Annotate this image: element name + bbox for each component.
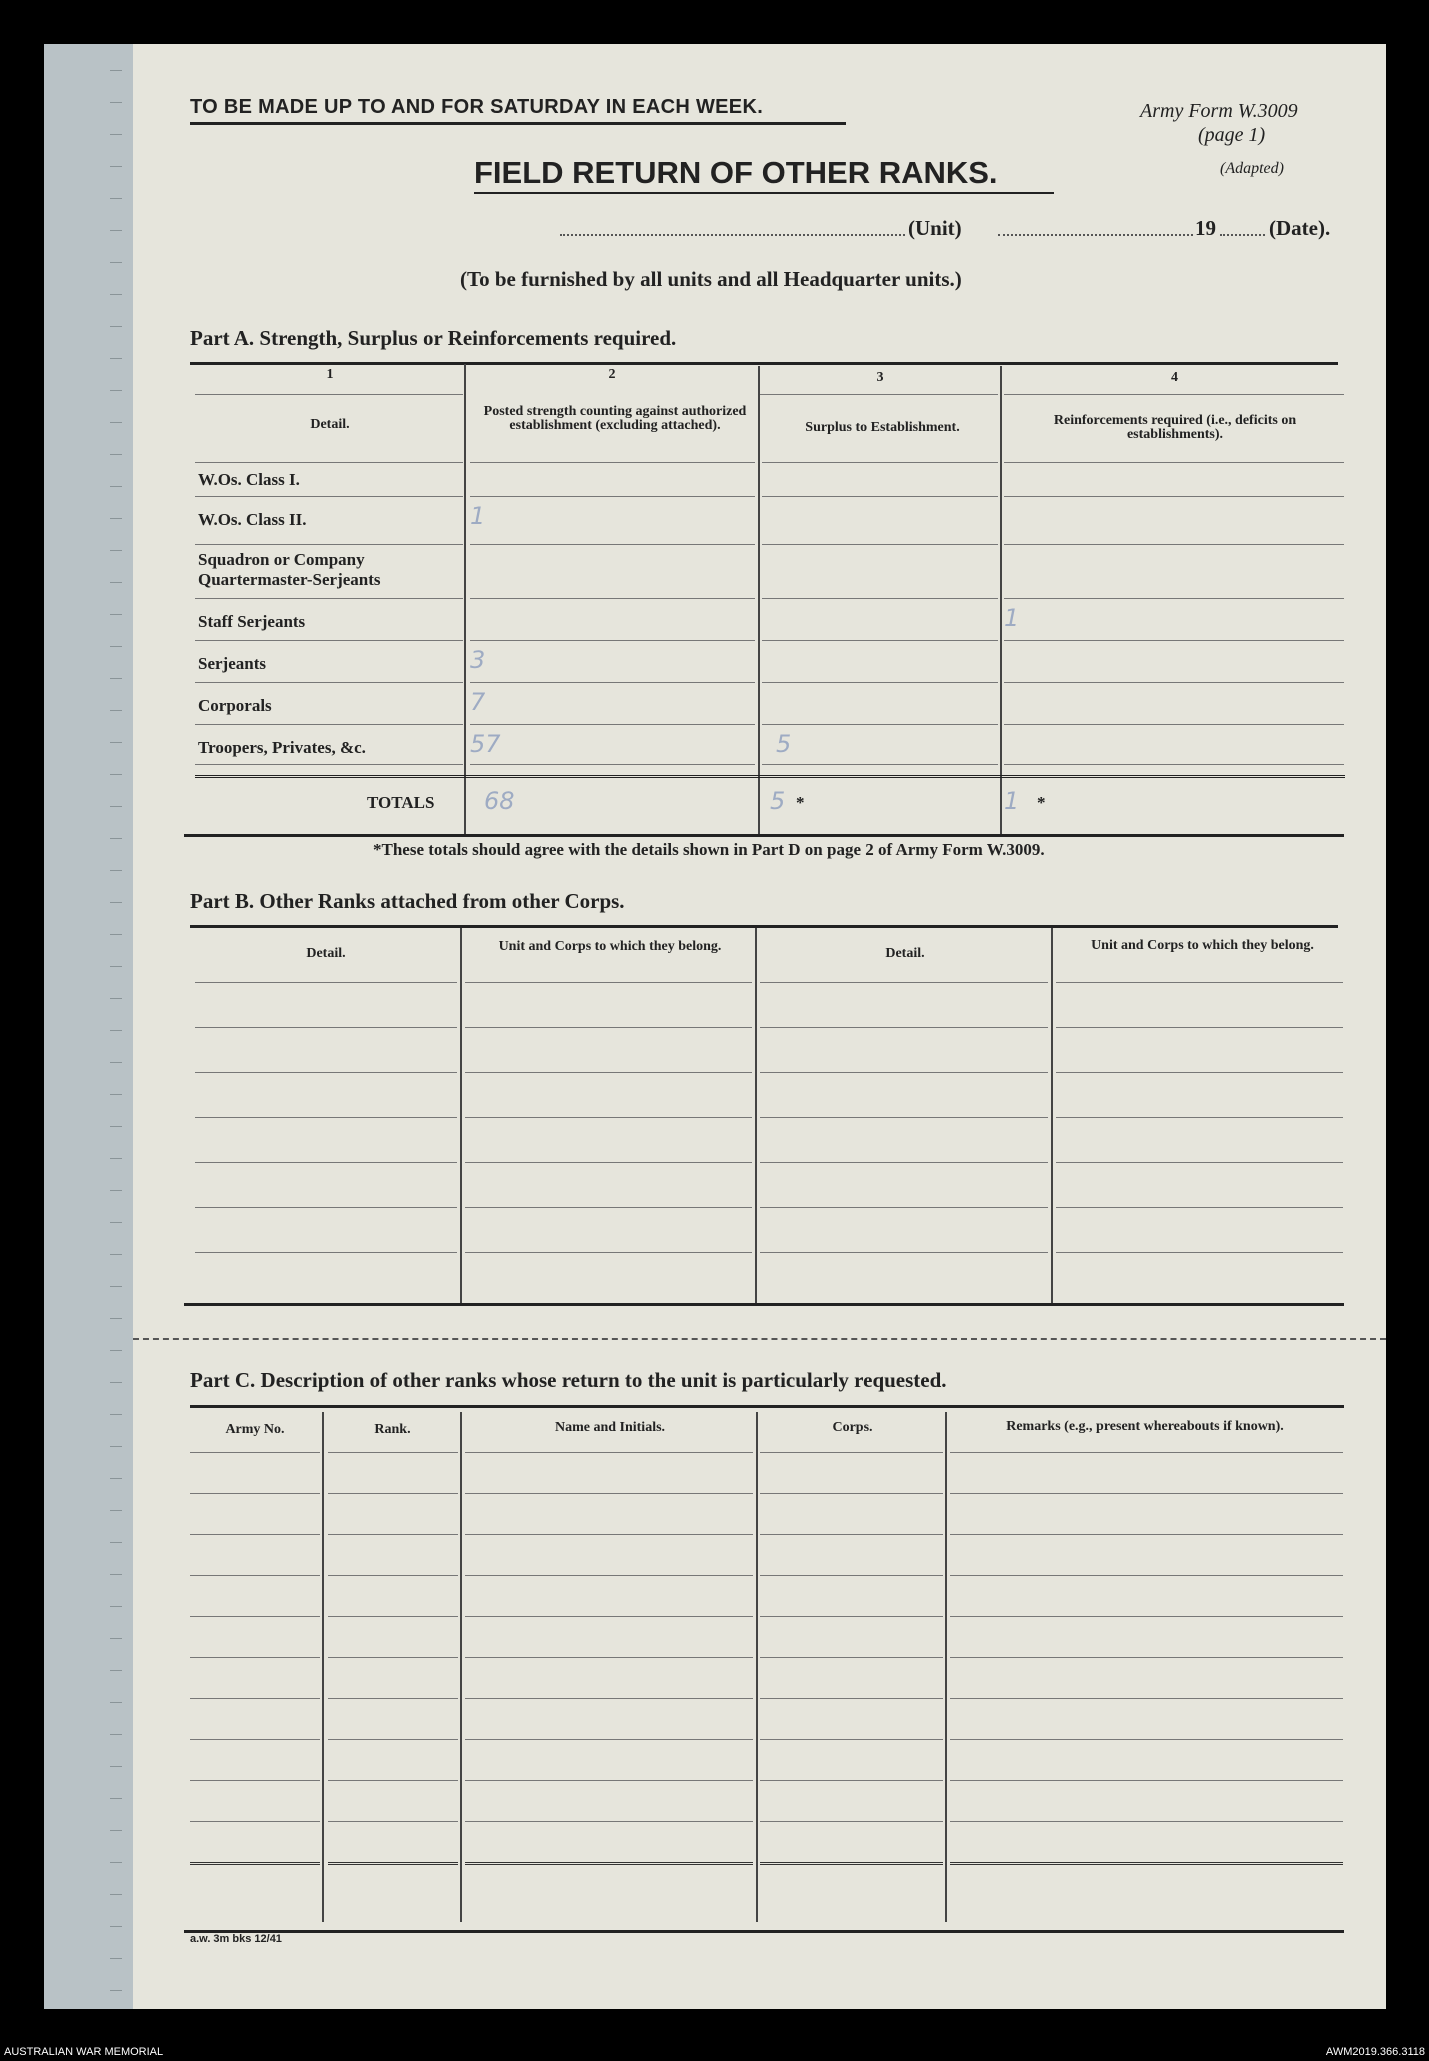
rule [195,462,463,463]
margin-tick [110,1542,122,1543]
rule [1004,394,1344,395]
margin-tick [110,934,122,935]
rule [470,724,755,725]
rule [760,1072,1048,1073]
part-b-col-detail-1: Detail. [306,946,346,961]
rule [190,1657,320,1658]
rule [190,1821,320,1822]
rule [760,1452,943,1453]
rule [328,1657,458,1658]
rule [1004,764,1344,765]
margin-tick [110,614,122,615]
rule [195,764,463,765]
rule [328,1452,458,1453]
margin-tick [110,230,122,231]
rule [1004,640,1344,641]
rule [195,496,463,497]
rule [945,1412,947,1922]
margin-tick [110,1606,122,1607]
rule [190,1698,320,1699]
reinforce-value: 1 [1004,604,1020,632]
rule [465,1616,753,1617]
rule [760,1698,943,1699]
form-title: FIELD RETURN OF OTHER RANKS. [474,155,998,190]
margin-tick [110,390,122,391]
rule [328,1534,458,1535]
margin-tick [110,582,122,583]
credit-left: AUSTRALIAN WAR MEMORIAL [4,2046,164,2058]
part-b-col-unit-1: Unit and Corps to which they belong. [498,939,722,954]
margin-tick [110,1958,122,1959]
rule [465,1027,752,1028]
rule [190,1452,320,1453]
rule [762,462,998,463]
totals-asterisk-3: * [796,793,805,812]
rule [195,724,463,725]
rule [1000,366,1002,836]
part-c-col-rank: Rank. [374,1422,411,1437]
rule [950,1657,1343,1658]
rule [950,1821,1343,1822]
margin-tick [110,1446,122,1447]
margin-tick [110,134,122,135]
margin-tick [110,998,122,999]
margin-tick [110,1158,122,1159]
col-num-1: 1 [326,367,334,382]
posted-value: 3 [470,646,486,674]
rule [328,1616,458,1617]
rule [195,682,463,683]
rule [470,496,755,497]
part-b-col-unit-2: Unit and Corps to which they belong. [1091,938,1314,953]
rule [762,640,998,641]
part-b-bottom-rule [184,1303,1344,1306]
margin-tick [110,70,122,71]
rule [322,1412,324,1922]
rule [470,682,755,683]
rule [1004,462,1344,463]
rule [1056,1117,1343,1118]
margin-tick [110,1094,122,1095]
rule [760,1117,1048,1118]
margin-tick [110,1702,122,1703]
rule [195,1072,457,1073]
part-c-top-rule [190,1405,1344,1408]
rule [460,1412,462,1922]
rule [950,1739,1343,1740]
margin-tick [110,1190,122,1191]
margin-tick [110,902,122,903]
margin-tick [110,1350,122,1351]
rule [760,1616,943,1617]
margin-tick [110,1798,122,1799]
margin-tick [110,1318,122,1319]
part-c-heading: Part C. Description of other ranks whose return to the unit is particularly requested. [190,1368,947,1392]
margin-tick [110,1670,122,1671]
rule [465,1207,752,1208]
rule [465,1739,753,1740]
rule [190,1780,320,1781]
rule [465,1657,753,1658]
rule [755,928,757,1303]
totals-rule [195,775,1345,778]
year-prefix: 19 [1195,216,1216,240]
rule [950,1493,1343,1494]
totals-label: TOTALS [367,793,435,812]
rule [760,394,998,395]
rule [328,1493,458,1494]
rule [950,1575,1343,1576]
rule [1056,982,1343,983]
rule [465,1252,752,1253]
rule [190,1862,320,1865]
rule [470,598,755,599]
rule [328,1780,458,1781]
margin-tick [110,742,122,743]
part-c-col-army-no: Army No. [225,1422,285,1437]
part-a-top-rule [190,362,1338,365]
rule [760,1493,943,1494]
rule [950,1616,1343,1617]
col-num-3: 3 [876,370,884,385]
rule [762,496,998,497]
margin-tick [110,1990,122,1991]
margin-tick [110,102,122,103]
rule [190,1534,320,1535]
rule [758,366,760,836]
row-label: Serjeants [198,654,266,673]
rule [195,1117,457,1118]
margin-tick [110,1894,122,1895]
part-a-heading: Part A. Strength, Surplus or Reinforcements required. [190,326,677,350]
part-b-col-detail-2: Detail. [885,946,925,961]
margin-tick [110,1862,122,1863]
margin-tick [110,262,122,263]
posted-value: 1 [470,502,486,530]
margin-tick [110,1574,122,1575]
rule [760,1821,943,1822]
total-reinforce: 1 [1004,787,1020,815]
row-label: W.Os. Class I. [198,470,300,489]
margin-tick [110,1638,122,1639]
part-b-heading: Part B. Other Ranks attached from other Corps. [190,889,625,913]
rule [465,982,752,983]
rule [762,682,998,683]
rule [190,1493,320,1494]
part-c-col-corps: Corps. [832,1420,873,1435]
margin-tick [110,1126,122,1127]
margin-tick [110,1254,122,1255]
rule [195,544,463,545]
margin-tick [110,1830,122,1831]
margin-tick [110,454,122,455]
rule [465,1493,753,1494]
margin-tick [110,1766,122,1767]
page-number: (page 1) [1198,124,1266,146]
rule [1056,1162,1343,1163]
margin-tick [110,1222,122,1223]
rule [760,1162,1048,1163]
margin-tick [110,838,122,839]
rule [760,1739,943,1740]
rule [195,1252,457,1253]
row-label: Staff Serjeants [198,612,306,631]
margin-tick [110,806,122,807]
rule [328,1698,458,1699]
rule [470,544,755,545]
margin-tick [110,870,122,871]
rule [465,1452,753,1453]
date-field[interactable] [998,234,1193,236]
margin-tick [110,198,122,199]
rule [760,1575,943,1576]
margin-tick [110,166,122,167]
margin-tick [110,486,122,487]
margin-tick [110,422,122,423]
row-label: Corporals [198,696,272,715]
rule [762,598,998,599]
row-label: W.Os. Class II. [198,510,307,529]
furnish-note: (To be furnished by all units and all Headquarter units.) [460,267,962,291]
rule [465,1862,753,1865]
rule [328,1862,458,1865]
margin-tick [110,1478,122,1479]
margin-tick [110,1734,122,1735]
rule [328,1739,458,1740]
rule [190,1575,320,1576]
row-label: Squadron or Company Quartermaster-Serjeants [198,550,381,589]
rule [1056,1072,1343,1073]
rule [950,1452,1343,1453]
rule [465,1072,752,1073]
posted-value: 57 [470,730,501,758]
margin-tick [110,294,122,295]
title-underline [474,192,1054,194]
adapted-note: (Adapted) [1220,160,1284,177]
margin-tick [110,1926,122,1927]
rule [950,1534,1343,1535]
totals-asterisk-4: * [1037,793,1046,812]
total-surplus: 5 [770,787,786,815]
rule [760,1657,943,1658]
rule [328,1575,458,1576]
rule [470,462,755,463]
col-head-reinforce: Reinforcements required (i.e., deficits on establishments). [1053,413,1297,442]
rule [190,1739,320,1740]
rule [1004,496,1344,497]
credit-right: AWM2019.366.3118 [1325,2046,1425,2058]
part-c-col-name: Name and Initials. [554,1420,666,1435]
rule [470,640,755,641]
rule [1004,598,1344,599]
unit-field[interactable] [560,234,905,236]
rule [1004,544,1344,545]
col-head-surplus: Surplus to Establishment. [805,420,960,435]
year-field[interactable] [1220,234,1265,236]
rule [760,1252,1048,1253]
margin-tick [110,678,122,679]
rule [760,1534,943,1535]
rule [762,764,998,765]
rule [464,364,466,836]
margin-tick [110,710,122,711]
rule [195,1027,457,1028]
rule [1056,1027,1343,1028]
part-c-bottom-rule [184,1930,1344,1933]
date-label: (Date). [1269,216,1331,240]
row-label: Troopers, Privates, &c. [198,738,366,757]
total-posted: 68 [484,787,515,815]
rule [760,1027,1048,1028]
rule [465,1575,753,1576]
rule [190,1616,320,1617]
rule [460,928,462,1303]
margin-tick [110,550,122,551]
col-num-4: 4 [1171,370,1178,385]
rule [195,982,457,983]
rule [756,1412,758,1922]
rule [328,1821,458,1822]
rule [470,764,755,765]
part-a-bottom-rule [184,834,1344,837]
margin-tick [110,646,122,647]
part-b-top-rule [190,925,1338,928]
rule [195,394,463,395]
margin-tick [110,326,122,327]
rule [760,982,1048,983]
rule [195,1207,457,1208]
rule [465,1780,753,1781]
margin-tick [110,1030,122,1031]
unit-label: (Unit) [908,216,962,240]
rule [195,598,463,599]
margin-tick [110,1062,122,1063]
col-head-posted: Posted strength counting against authorized establishment (excluding attached). [483,404,747,433]
instruction-underline [190,122,846,125]
rule [1056,1252,1343,1253]
part-a-footnote: *These totals should agree with the details shown in Part D on page 2 of Army Form W.3009. [373,840,1045,859]
rule [762,724,998,725]
rule [950,1780,1343,1781]
rule [1051,928,1053,1303]
rule [465,1117,752,1118]
rule [465,1821,753,1822]
margin-tick [110,1286,122,1287]
tear-line [133,1338,1386,1340]
printer-code: a.w. 3m bks 12/41 [190,1933,282,1945]
rule [760,1862,943,1865]
col-head-detail: Detail. [310,417,350,432]
part-c-col-remarks: Remarks (e.g., present whereabouts if known). [1006,1419,1284,1434]
margin-tick [110,358,122,359]
rule [195,640,463,641]
margin-tick [110,1382,122,1383]
col-num-2: 2 [608,367,616,382]
margin-tick [110,1510,122,1511]
rule [465,1534,753,1535]
rule [950,1862,1343,1865]
instruction-line: TO BE MADE UP TO AND FOR SATURDAY IN EACH WEEK. [190,96,764,118]
posted-value: 7 [470,688,486,716]
margin-tick [110,518,122,519]
rule [465,1162,752,1163]
rule [195,1162,457,1163]
rule [760,1780,943,1781]
form-number: Army Form W.3009 [1140,100,1298,122]
rule [465,1698,753,1699]
rule [950,1698,1343,1699]
surplus-value: 5 [776,730,792,758]
rule [760,1207,1048,1208]
margin-tick [110,966,122,967]
rule [1056,1207,1343,1208]
margin-tick [110,774,122,775]
rule [1004,682,1344,683]
rule [762,544,998,545]
margin-tick [110,1414,122,1415]
rule [1004,724,1344,725]
